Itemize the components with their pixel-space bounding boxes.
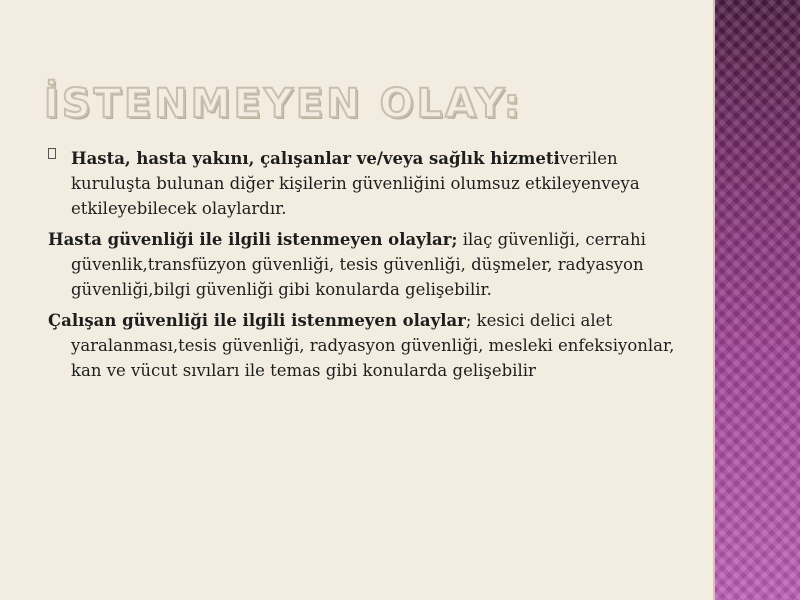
decorative-side-band [713, 0, 800, 600]
paragraph-employee-safety [48, 308, 698, 383]
slide-content [48, 146, 698, 389]
patient-safety-text: ilaç güvenliği, cerrahi güvenlik,transfüzyon güvenliği, tesis güvenliği, düşmeler, radyasyon güvenliği,bilgi güvenliği gibi konularda gelişebilir. [71, 230, 646, 299]
bullet-icon [48, 148, 56, 159]
employee-safety-text: ; kesici delici alet yaralanması,tesis güvenliği, radyasyon güvenliği, mesleki enfeksiyonlar, kan ve vücut sıvıları ile temas gibi konularda gelişebilir [71, 311, 675, 380]
definition-bold-text: Hasta, hasta yakını, çalışanlar ve/veya sağlık hizmeti [71, 149, 560, 168]
paragraph-definition [48, 146, 698, 221]
patient-safety-bold-text: Hasta güvenliği ile ilgili istenmeyen olaylar; [48, 230, 458, 249]
definition-text: verilen kuruluşta bulunan diğer kişilerin güvenliğini olumsuz etkileyenveya etkileyebilecek olaylardır. [71, 149, 640, 218]
paragraph-patient-safety [48, 227, 698, 302]
employee-safety-bold-text: Çalışan güvenliği ile ilgili istenmeyen olaylar [48, 311, 466, 330]
slide-title: İSTENMEYEN OLAY: [44, 81, 523, 127]
